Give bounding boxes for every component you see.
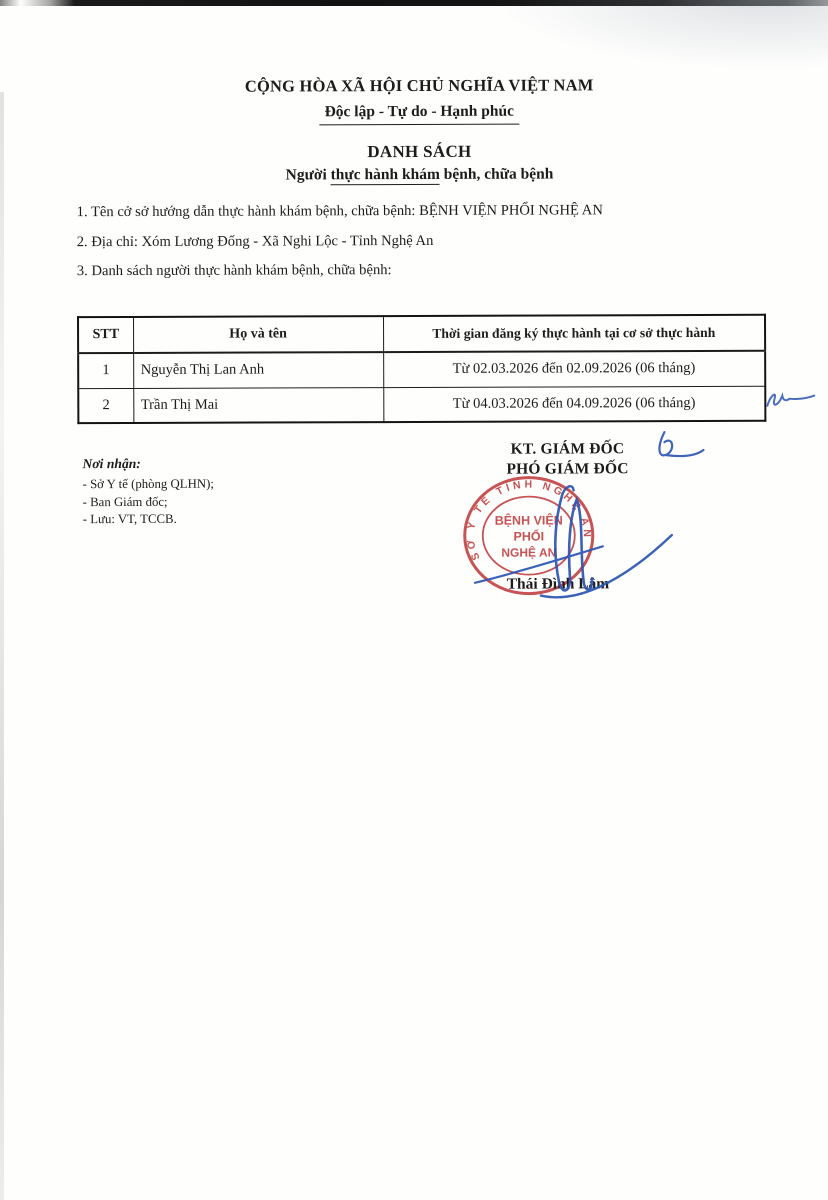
recipient-line: - Ban Giám đốc; bbox=[82, 494, 168, 509]
cell-period: Từ 04.03.2026 đến 04.09.2026 (06 tháng) bbox=[383, 386, 765, 422]
header-period: Thời gian đăng ký thực hành tại cơ sở thực hành bbox=[383, 315, 765, 352]
recipient-line: - Sở Y tế (phòng QLHN); bbox=[82, 476, 214, 492]
recipients-label: Nơi nhận: bbox=[82, 455, 141, 472]
signer-role-line2: PHÓ GIÁM ĐỐC bbox=[506, 460, 629, 478]
seal-ring-text: SỞ Y TẾ TỈNH NGHỆ AN bbox=[464, 478, 593, 562]
intro-item-facility: 1. Tên cở sở hướng dẫn thực hành khám bệnh, chữa bệnh: BỆNH VIỆN PHỔI NGHỆ AN bbox=[76, 202, 603, 221]
cell-stt: 2 bbox=[78, 388, 133, 423]
page-title: DANH SÁCH bbox=[367, 141, 472, 162]
signer-role-line1: KT. GIÁM ĐỐC bbox=[510, 440, 625, 458]
page-subtitle bbox=[12, 165, 826, 186]
cell-name: Trần Thị Mai bbox=[133, 387, 383, 423]
subtitle-suffix: bệnh, chữa bệnh bbox=[439, 165, 554, 183]
seal-center-line1: BỆNH VIỆN bbox=[494, 513, 563, 528]
national-motto-line1: CỘNG HÒA XÃ HỘI CHỦ NGHĨA VIỆT NAM bbox=[244, 75, 594, 96]
signature-ink bbox=[455, 459, 706, 605]
cell-period: Từ 02.03.2026 đến 02.09.2026 (06 tháng) bbox=[383, 351, 765, 387]
table-row bbox=[78, 386, 765, 423]
header-name: Họ và tên bbox=[133, 316, 383, 353]
national-motto-line2: Độc lập - Tự do - Hạnh phúc bbox=[320, 103, 520, 126]
cell-stt: 1 bbox=[78, 353, 133, 388]
subtitle-prefix: Người bbox=[285, 166, 331, 184]
practitioner-table bbox=[77, 314, 766, 424]
signer-name: Thái Đình Lâm bbox=[506, 575, 610, 593]
table-row bbox=[78, 351, 765, 388]
seal-center-line2: PHỔI bbox=[513, 529, 545, 544]
handwritten-initial-mark bbox=[754, 381, 824, 419]
recipients-block bbox=[82, 456, 214, 529]
intro-item-address: 2. Địa chỉ: Xóm Lương Đống - Xã Nghi Lộc - Tỉnh Nghệ An bbox=[76, 232, 434, 250]
seal-center-line3: NGHỆ AN bbox=[501, 545, 557, 560]
header-stt: STT bbox=[78, 317, 133, 353]
cell-name: Nguyễn Thị Lan Anh bbox=[133, 352, 383, 388]
intro-section bbox=[77, 202, 793, 293]
intro-item-list-label: 3. Danh sách người thực hành khám bệnh, chữa bệnh: bbox=[76, 262, 392, 280]
table-header-row bbox=[78, 315, 765, 353]
document-title-block bbox=[12, 141, 826, 186]
subtitle-underlined: thực hành khám bbox=[330, 165, 440, 184]
recipient-line: - Lưu: VT, TCCB. bbox=[82, 511, 177, 527]
national-header bbox=[12, 75, 826, 127]
